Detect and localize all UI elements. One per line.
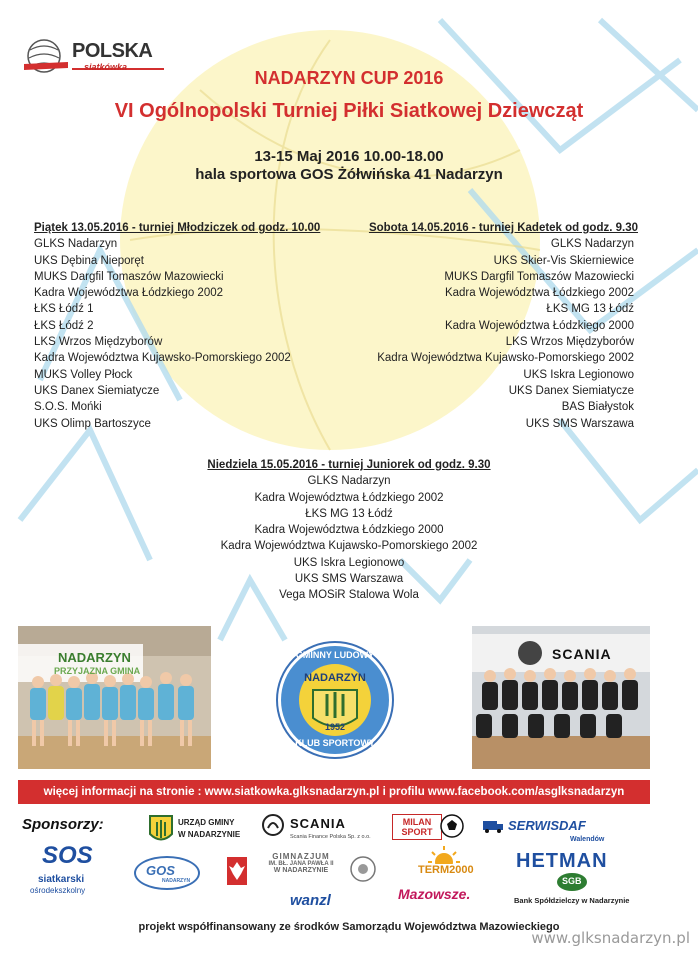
photo-banner-subtext: PRZYJAZNA GMINA <box>54 666 141 676</box>
sponsor-sos <box>28 842 118 902</box>
sponsor-serwisdaf <box>482 818 642 848</box>
sponsor-gos-subtext: NADARZYN <box>162 878 191 884</box>
friday-heading: Piątek 13.05.2016 - turniej Młodziczek od godz. 10.00 <box>34 222 321 234</box>
sponsor-term2000 <box>402 844 490 880</box>
sponsor-sos-subtext2: ośrodekszkolny <box>30 886 86 895</box>
saturday-heading: Sobota 14.05.2016 - turniej Kadetek od godz. 9.30 <box>368 222 638 234</box>
event-subtitle: VI Ogólnopolski Turniej Piłki Siatkowej Dziewcząt <box>114 100 584 122</box>
sunday-heading: Niedziela 15.05.2016 - turniej Juniorek od godz. 9.30 <box>207 459 491 471</box>
team-entry: MUKS Dargfil Tomaszów Mazowiecki <box>34 270 224 283</box>
sponsors-label: Sponsorzy: <box>22 816 104 833</box>
team-entry: MUKS Dargfil Tomaszów Mazowiecki <box>444 270 634 283</box>
team-entry: LKS Wrzos Międzyborów <box>34 336 163 349</box>
team-entry: UKS Skier-Vis Skierniewice <box>493 254 634 267</box>
team-entry: ŁKS Łódź 2 <box>34 319 94 332</box>
sponsor-sgb-text: SGB <box>562 876 582 886</box>
club-logo-top-text: GMINNY LUDOWY <box>295 650 375 660</box>
sponsor-urzad-line1: URZĄD GMINY <box>178 818 235 827</box>
sponsor-urzad-gminy <box>148 814 258 846</box>
sponsor-gos-nadarzyn <box>134 856 200 890</box>
team-entry: GLKS Nadarzyn <box>550 238 634 251</box>
sponsor-gos-text: GOS <box>146 863 175 878</box>
team-entry: GLKS Nadarzyn <box>307 475 391 488</box>
logo-subtext: siatkówka <box>84 62 128 72</box>
sponsor-hetman: HETMAN <box>516 850 608 872</box>
team-entry: Kadra Województwa Łódzkiego 2002 <box>444 287 634 300</box>
team-entry: ŁKS Łódź 1 <box>34 303 94 316</box>
sponsor-term2000-text: TERM2000 <box>418 864 474 876</box>
team-photo-right <box>472 626 650 769</box>
friday-schedule <box>34 220 354 432</box>
sponsor-milan-sport <box>392 812 470 846</box>
photo-banner-scania: SCANIA <box>552 646 612 662</box>
sponsor-mazowsze: Mazowsze. <box>398 886 471 902</box>
team-entry: Kadra Województwa Kujawsko-Pomorskiego 2002 <box>220 540 478 553</box>
team-entry: Kadra Województwa Kujawsko-Pomorskiego 2002 <box>377 352 634 365</box>
sponsor-scania <box>262 814 382 846</box>
club-logo-name: NADARZYN <box>304 672 366 684</box>
club-logo-bottom-text: KLUB SPORTOWY <box>295 738 375 748</box>
event-dates: 13-15 Maj 2016 10.00-18.00 <box>254 148 444 165</box>
sponsor-wanzl: wanzl <box>290 892 331 909</box>
team-entry: UKS SMS Warszawa <box>525 417 634 430</box>
team-entry: GLKS Nadarzyn <box>34 238 118 251</box>
sponsor-gimnazjum-line2: IM. BŁ. JANA PAWŁA II <box>268 861 334 867</box>
team-entry: Kadra Województwa Łódzkiego 2000 <box>444 319 634 332</box>
sponsor-sos-logo-text: SOS <box>42 842 93 869</box>
team-entry: MUKS Volley Płock <box>34 368 133 381</box>
sponsor-bank-text: Bank Spółdzielczy w Nadarzynie <box>514 896 630 905</box>
sunday-schedule <box>0 457 698 604</box>
team-entry: Kadra Województwa Łódzkiego 2002 <box>254 491 444 504</box>
team-entry: Kadra Województwa Łódzkiego 2002 <box>34 287 224 300</box>
sponsor-milan-text: MILAN SPORT <box>392 814 442 840</box>
sponsor-gimnazjum <box>254 852 348 888</box>
sponsor-gimnazjum-line1: GIMNAZJUM <box>272 852 330 861</box>
polish-eagle-emblem-icon <box>226 856 248 886</box>
sponsor-sos-subtext1: siatkarski <box>38 874 85 885</box>
team-entry: Vega MOSiR Stalowa Wola <box>279 589 419 602</box>
team-entry: S.O.S. Mońki <box>34 401 102 414</box>
team-entry: Kadra Województwa Kujawsko-Pomorskiego 2002 <box>34 352 291 365</box>
scania-griffin-icon <box>262 814 284 836</box>
team-entry: UKS Danex Siemiatycze <box>34 384 160 397</box>
sponsor-scania-subtext: Scania Finance Polska Sp. z o.o. <box>290 834 371 840</box>
team-entry: Kadra Województwa Łódzkiego 2000 <box>254 524 444 537</box>
logo-text: POLSKA <box>72 40 153 62</box>
school-emblem-icon <box>350 856 376 882</box>
team-entry: LKS Wrzos Międzyborów <box>505 336 634 349</box>
team-entry: BAS Białystok <box>561 401 634 414</box>
team-entry: UKS Dębina Nieporęt <box>34 254 144 267</box>
sponsor-scania-text: SCANIA <box>290 816 346 831</box>
team-photo-left <box>18 626 211 769</box>
saturday-schedule <box>314 220 638 432</box>
sponsor-urzad-line2: W NADARZYNIE <box>178 830 241 839</box>
event-venue: hala sportowa GOS Żółwińska 41 Nadarzyn <box>195 166 503 183</box>
team-entry: ŁKS MG 13 Łódź <box>546 303 634 316</box>
team-entry: UKS SMS Warszawa <box>294 573 404 586</box>
photo-banner-text: NADARZYN <box>58 650 131 665</box>
sponsor-gimnazjum-line3: W NADARZYNIE <box>273 867 329 874</box>
team-entry: UKS Danex Siemiatycze <box>508 384 634 397</box>
more-info-bar: więcej informacji na stronie : www.siatkowka.glksnadarzyn.pl i profilu www.facebook.com/asglksnadarzyn <box>18 780 650 804</box>
soccer-ball-icon <box>440 814 464 838</box>
nadarzyn-crest-icon <box>148 814 174 846</box>
team-entry: UKS Olimp Bartoszyce <box>34 417 151 430</box>
team-entry: UKS Iskra Legionowo <box>523 368 634 381</box>
team-entry: UKS Iskra Legionowo <box>293 556 405 569</box>
team-entry: ŁKS MG 13 Łódź <box>305 507 393 520</box>
event-title: NADARZYN CUP 2016 <box>254 68 444 88</box>
sponsor-serwisdaf-text: SERWISDAF <box>508 818 586 833</box>
sponsor-sgb <box>556 872 588 892</box>
cofinancing-note: projekt współfinansowany ze środków Samorządu Województwa Mazowieckiego <box>138 921 560 933</box>
sun-icon <box>426 844 462 864</box>
sponsor-serwisdaf-subtext: Walendów <box>570 836 605 843</box>
club-logo-year: 1952 <box>324 722 346 732</box>
truck-icon <box>482 818 504 834</box>
website-watermark: www.glksnadarzyn.pl <box>531 929 690 947</box>
